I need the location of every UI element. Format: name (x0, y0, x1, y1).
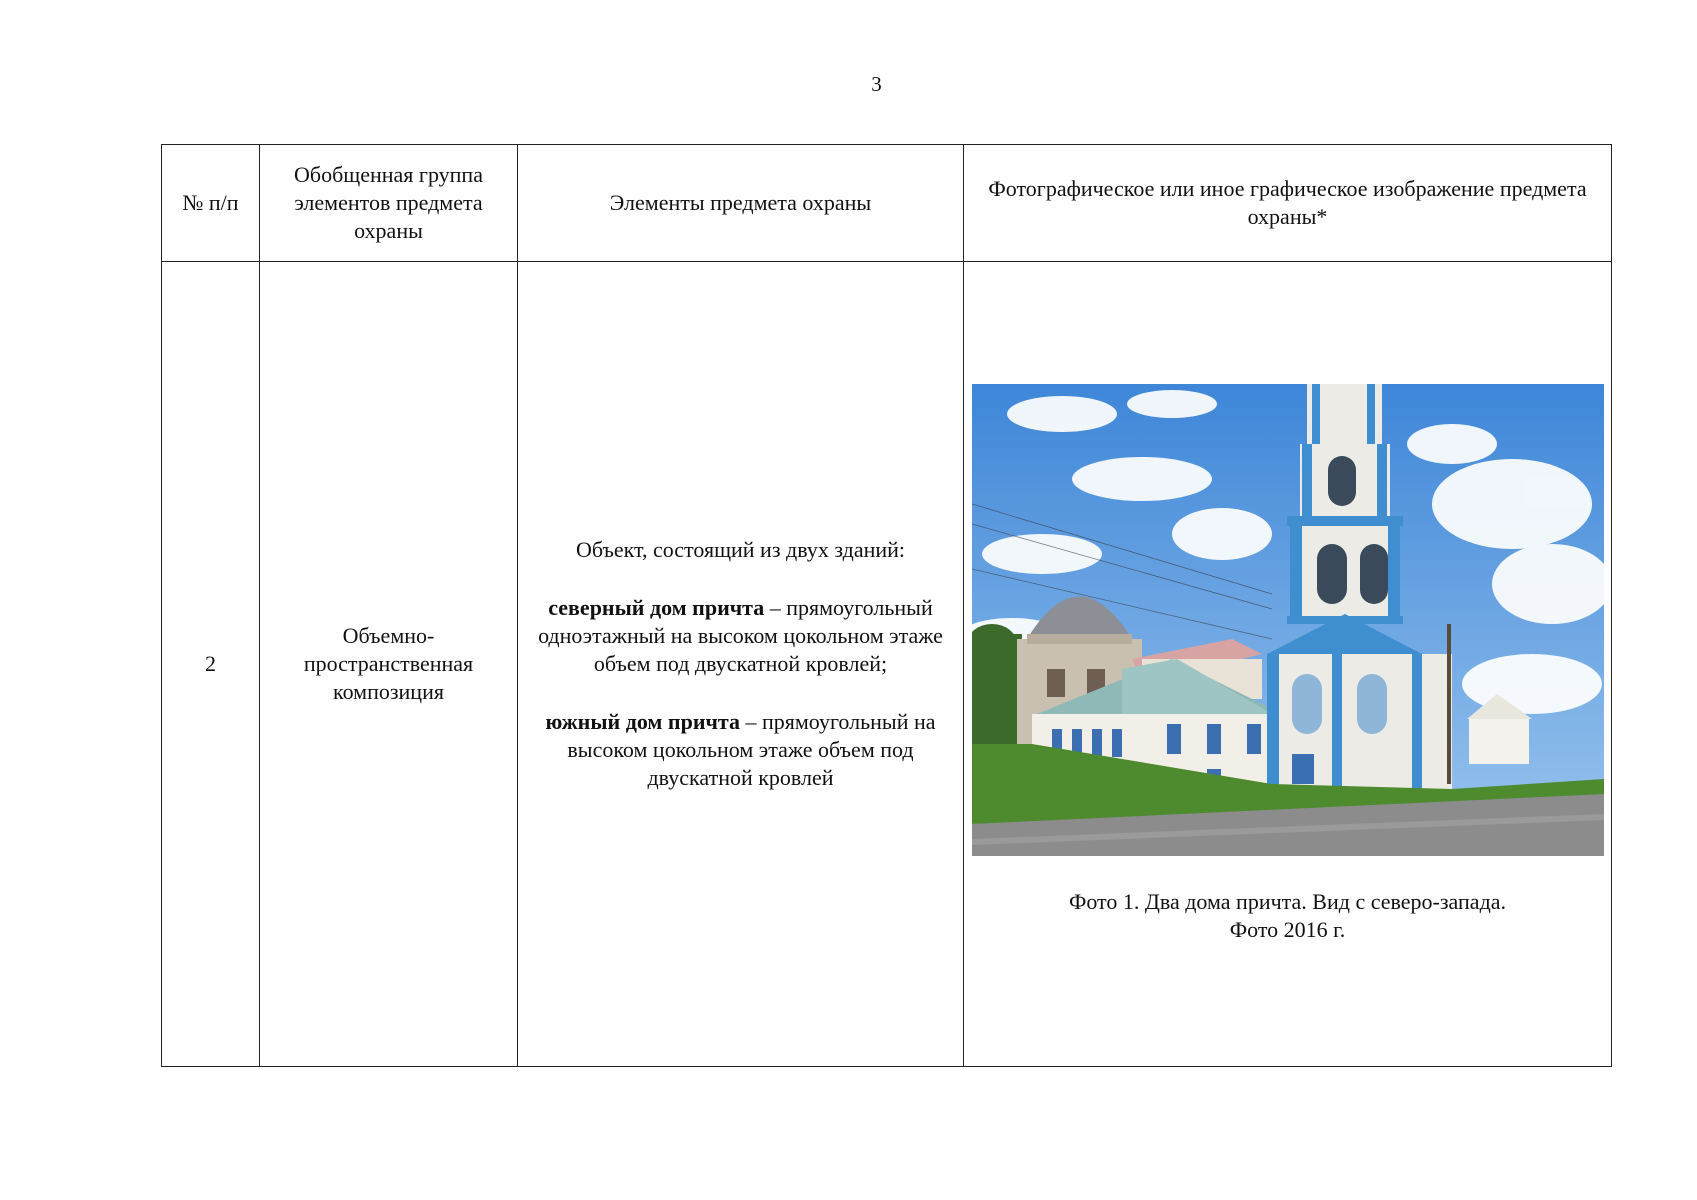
north-house-description (526, 594, 955, 678)
church-photo (972, 384, 1604, 856)
protection-table (161, 144, 1612, 1067)
south-house-description (526, 708, 955, 792)
header-elements: Элементы предмета охраны (518, 145, 964, 262)
table-row (162, 262, 1612, 1067)
photo-caption (968, 888, 1607, 944)
north-house-title: северный дом причта (548, 595, 765, 620)
header-image: Фотографическое или иное графическое изображение предмета охраны* (964, 145, 1612, 262)
caption-line-1: Фото 1. Два дома причта. Вид с северо-запада. (1068, 889, 1507, 914)
row-image (964, 262, 1612, 1067)
row-elements (518, 262, 964, 1067)
table-header-row (162, 145, 1612, 262)
header-num: № п/п (162, 145, 260, 262)
caption-line-2: Фото 2016 г. (1229, 917, 1346, 942)
header-group: Обобщенная группа элементов предмета охраны (260, 145, 518, 262)
row-num: 2 (162, 262, 260, 1067)
row-group: Объемно-пространственная композиция (260, 262, 518, 1067)
north-house-text: – прямоугольный одноэтажный на высоком цокольном этаже объем под двускатной кровлей; (538, 595, 943, 676)
south-house-title: южный дом причта (545, 709, 740, 734)
south-house-text: – прямоугольный на высоком цокольном этаже объем под двускатной кровлей (567, 709, 936, 790)
page-number: 3 (871, 72, 882, 96)
elements-intro: Объект, состоящий из двух зданий: (575, 537, 906, 562)
